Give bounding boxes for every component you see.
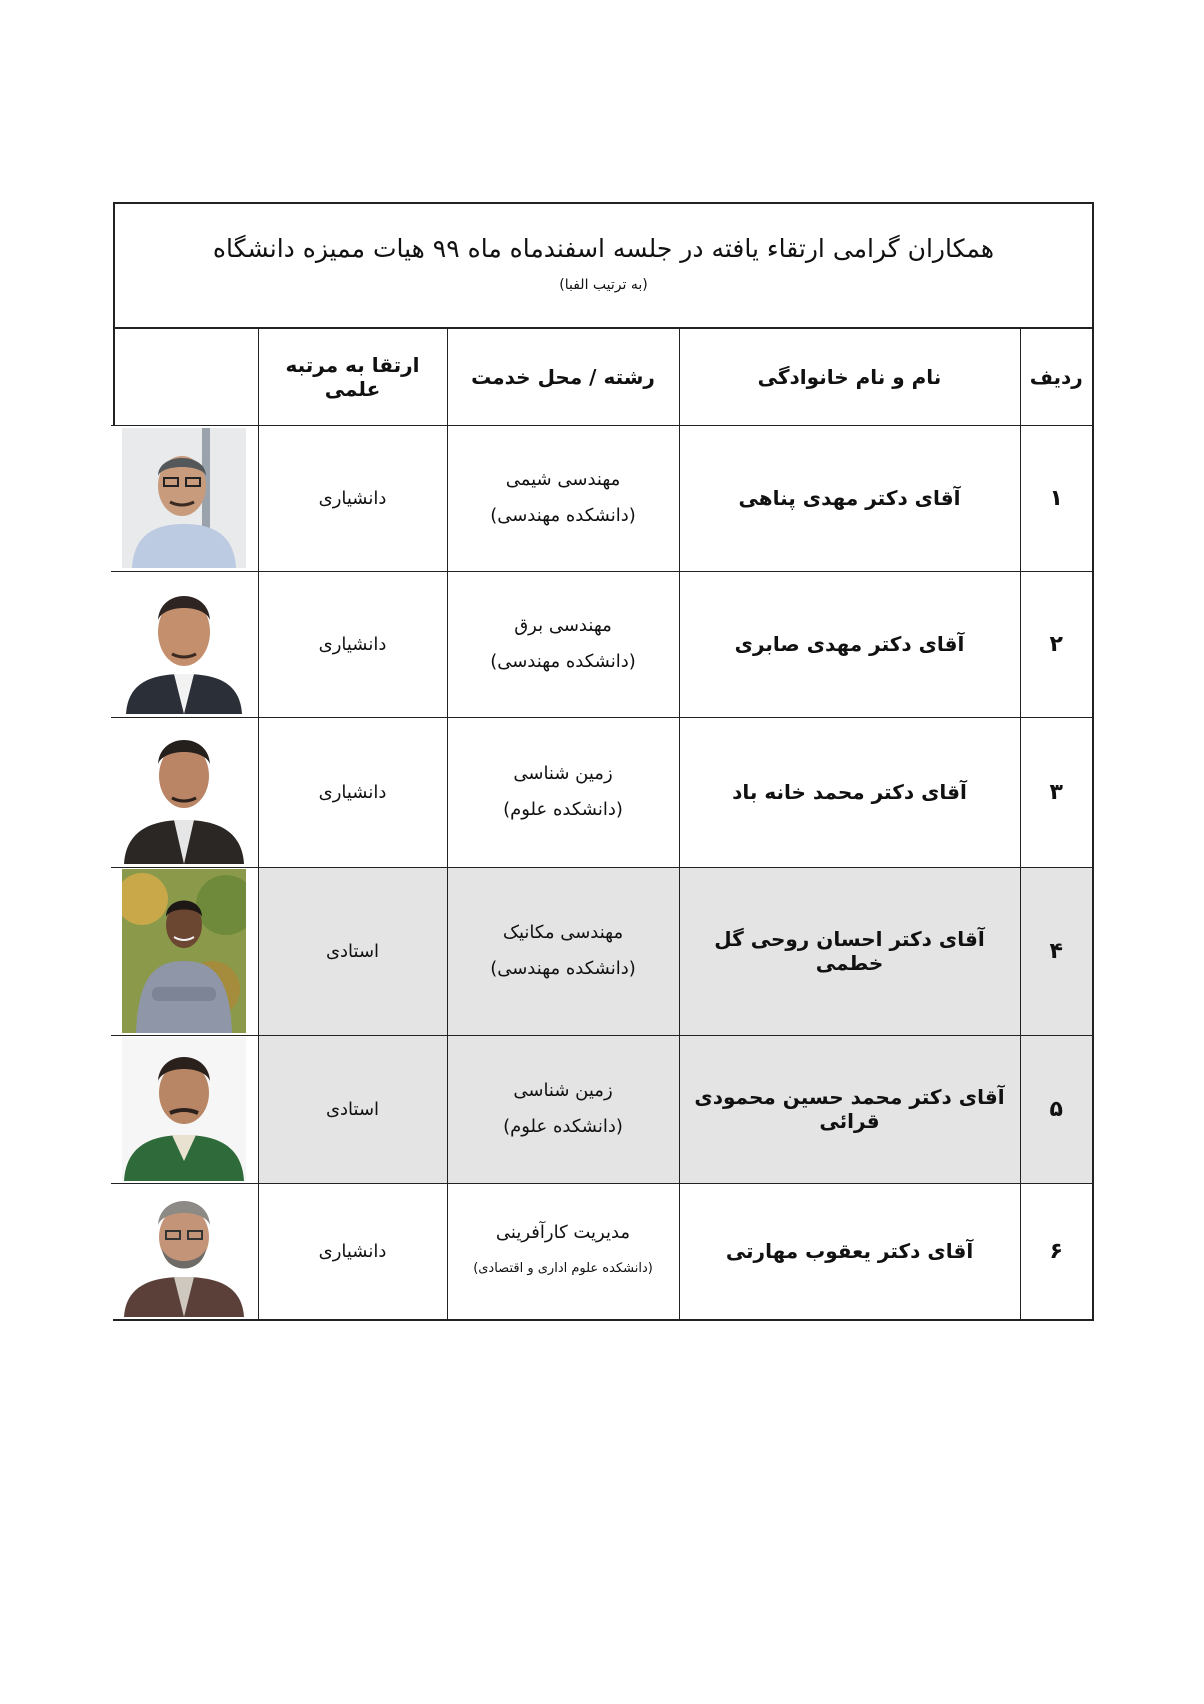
row-field-cell: [447, 425, 679, 571]
row-place: (دانشکده مهندسی): [490, 958, 636, 979]
row-field-cell: [447, 1183, 679, 1319]
portrait-photo-icon: [122, 720, 246, 864]
portrait-photo-icon: [122, 574, 246, 714]
row-name: آقای دکتر احسان روحی گل خطمی: [679, 867, 1020, 1035]
column-header-index: ردیف: [1020, 329, 1092, 425]
row-index: ۳: [1020, 717, 1092, 867]
table-row: [111, 1035, 1092, 1183]
column-header-rank: ارتقا به مرتبه علمی: [258, 329, 447, 425]
row-index: ۴: [1020, 867, 1092, 1035]
row-index: ۲: [1020, 571, 1092, 717]
column-header-photo: [111, 329, 258, 425]
promotion-announcement: [113, 202, 1094, 1321]
table-row: [111, 425, 1092, 571]
row-rank: دانشیاری: [258, 1183, 447, 1319]
row-place: (دانشکده علوم اداری و اقتصادی): [473, 1261, 653, 1277]
row-index: ۱: [1020, 425, 1092, 571]
row-rank: دانشیاری: [258, 717, 447, 867]
row-name: آقای دکتر محمد حسین محمودی قرائی: [679, 1035, 1020, 1183]
table-row: [111, 1183, 1092, 1319]
row-place: (دانشکده مهندسی): [490, 651, 636, 672]
row-name: آقای دکتر محمد خانه باد: [679, 717, 1020, 867]
table-row: [111, 571, 1092, 717]
row-rank: دانشیاری: [258, 425, 447, 571]
column-header-field: رشته / محل خدمت: [447, 329, 679, 425]
promotions-table: [111, 329, 1092, 1319]
page-subtitle: (به ترتیب الفبا): [559, 277, 648, 293]
row-photo-cell: [111, 867, 258, 1035]
table-row: [111, 717, 1092, 867]
row-photo-cell: [111, 571, 258, 717]
row-rank: استادی: [258, 867, 447, 1035]
row-field-cell: [447, 717, 679, 867]
row-place: (دانشکده علوم): [503, 1116, 623, 1137]
row-photo-cell: [111, 717, 258, 867]
row-name: آقای دکتر مهدی صابری: [679, 571, 1020, 717]
row-photo-cell: [111, 1183, 258, 1319]
row-photo-cell: [111, 425, 258, 571]
page-title: همکاران گرامی ارتقاء یافته در جلسه اسفندماه ماه ۹۹ هیات ممیزه دانشگاه: [212, 234, 995, 263]
header-box: [115, 204, 1092, 329]
table-row: [111, 867, 1092, 1035]
portrait-photo-icon: [122, 869, 246, 1033]
row-place: (دانشکده علوم): [503, 799, 623, 820]
row-name: آقای دکتر مهدی پناهی: [679, 425, 1020, 571]
row-index: ۵: [1020, 1035, 1092, 1183]
row-rank: دانشیاری: [258, 571, 447, 717]
row-field: مهندسی مکانیک: [502, 922, 624, 943]
portrait-photo-icon: [122, 1037, 246, 1181]
row-photo-cell: [111, 1035, 258, 1183]
portrait-photo-icon: [122, 428, 246, 568]
row-name: آقای دکتر یعقوب مهارتی: [679, 1183, 1020, 1319]
row-field-cell: [447, 571, 679, 717]
row-field-cell: [447, 867, 679, 1035]
row-field: زمین شناسی: [513, 1080, 613, 1101]
table-header-row: [111, 329, 1092, 425]
row-field: مهندسی برق: [514, 615, 612, 636]
row-field: مهندسی شیمی: [505, 469, 621, 490]
row-index: ۶: [1020, 1183, 1092, 1319]
row-place: (دانشکده مهندسی): [490, 505, 636, 526]
row-field-cell: [447, 1035, 679, 1183]
row-field: زمین شناسی: [513, 763, 613, 784]
column-header-name: نام و نام خانوادگی: [679, 329, 1020, 425]
row-field: مدیریت کارآفرینی: [495, 1222, 631, 1244]
portrait-photo-icon: [122, 1185, 246, 1317]
row-rank: استادی: [258, 1035, 447, 1183]
